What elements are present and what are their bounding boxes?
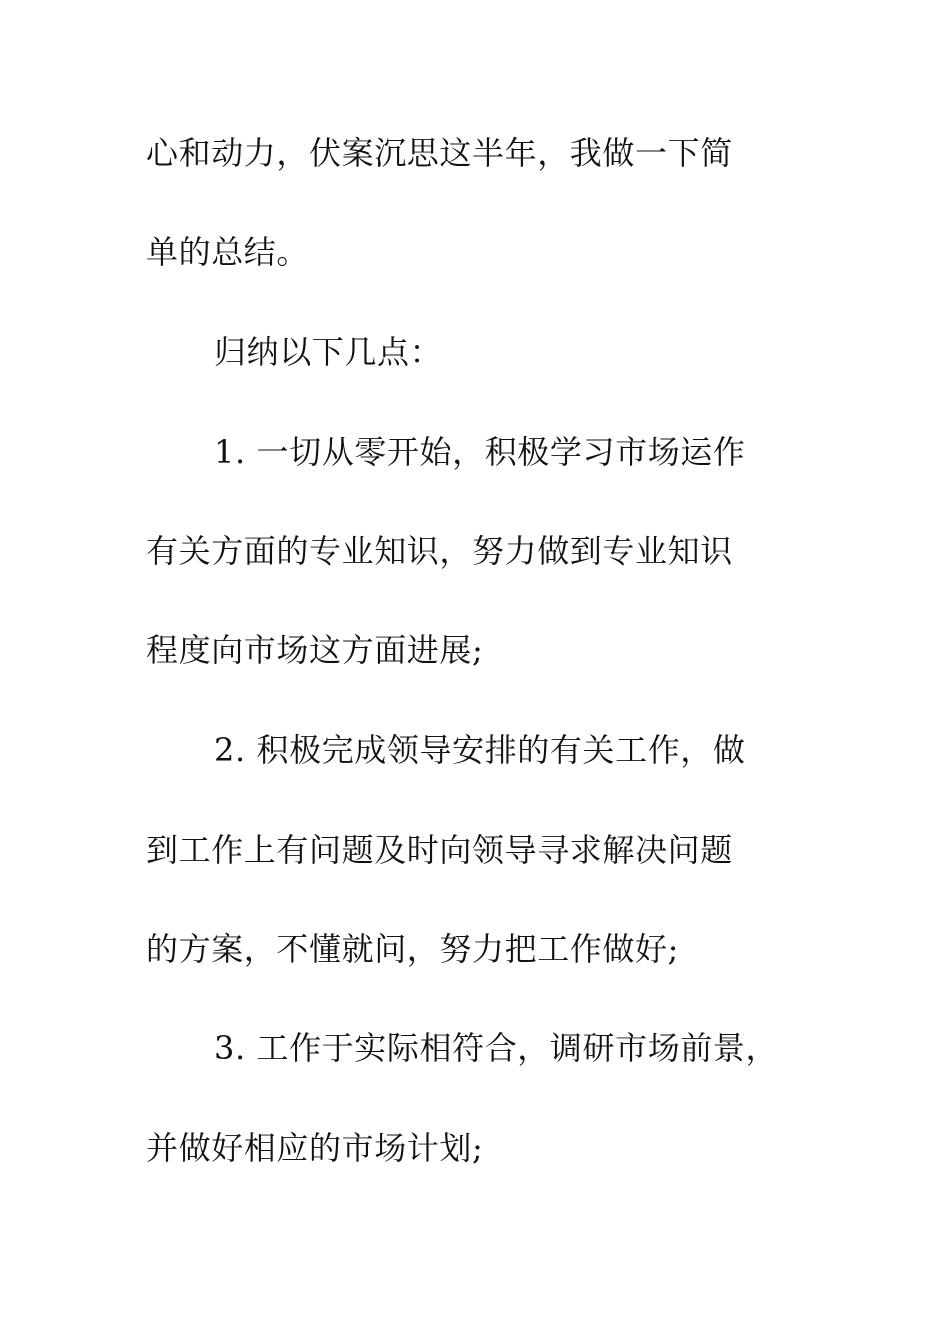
text-line: 的方案，不懂就问，努力把工作做好; — [146, 930, 679, 968]
text-line: 并做好相应的市场计划; — [146, 1129, 484, 1167]
text-line: 程度向市场这方面进展; — [146, 631, 484, 669]
list-item-2-line: 2. 积极完成领导安排的有关工作，做 — [214, 731, 746, 769]
list-item-1-line: 1. 一切从零开始，积极学习市场运作 — [214, 433, 746, 471]
text-line: 心和动力，伏案沉思这半年，我做一下简 — [146, 134, 733, 172]
text-line: 有关方面的专业知识，努力做到专业知识 — [146, 532, 733, 570]
text-line: 单的总结。 — [146, 233, 310, 271]
list-item-3-line: 3. 工作于实际相符合，调研市场前景， — [214, 1029, 779, 1067]
text-line: 到工作上有问题及时向领导寻求解决问题 — [146, 831, 733, 869]
text-line: 归纳以下几点： — [214, 333, 443, 371]
